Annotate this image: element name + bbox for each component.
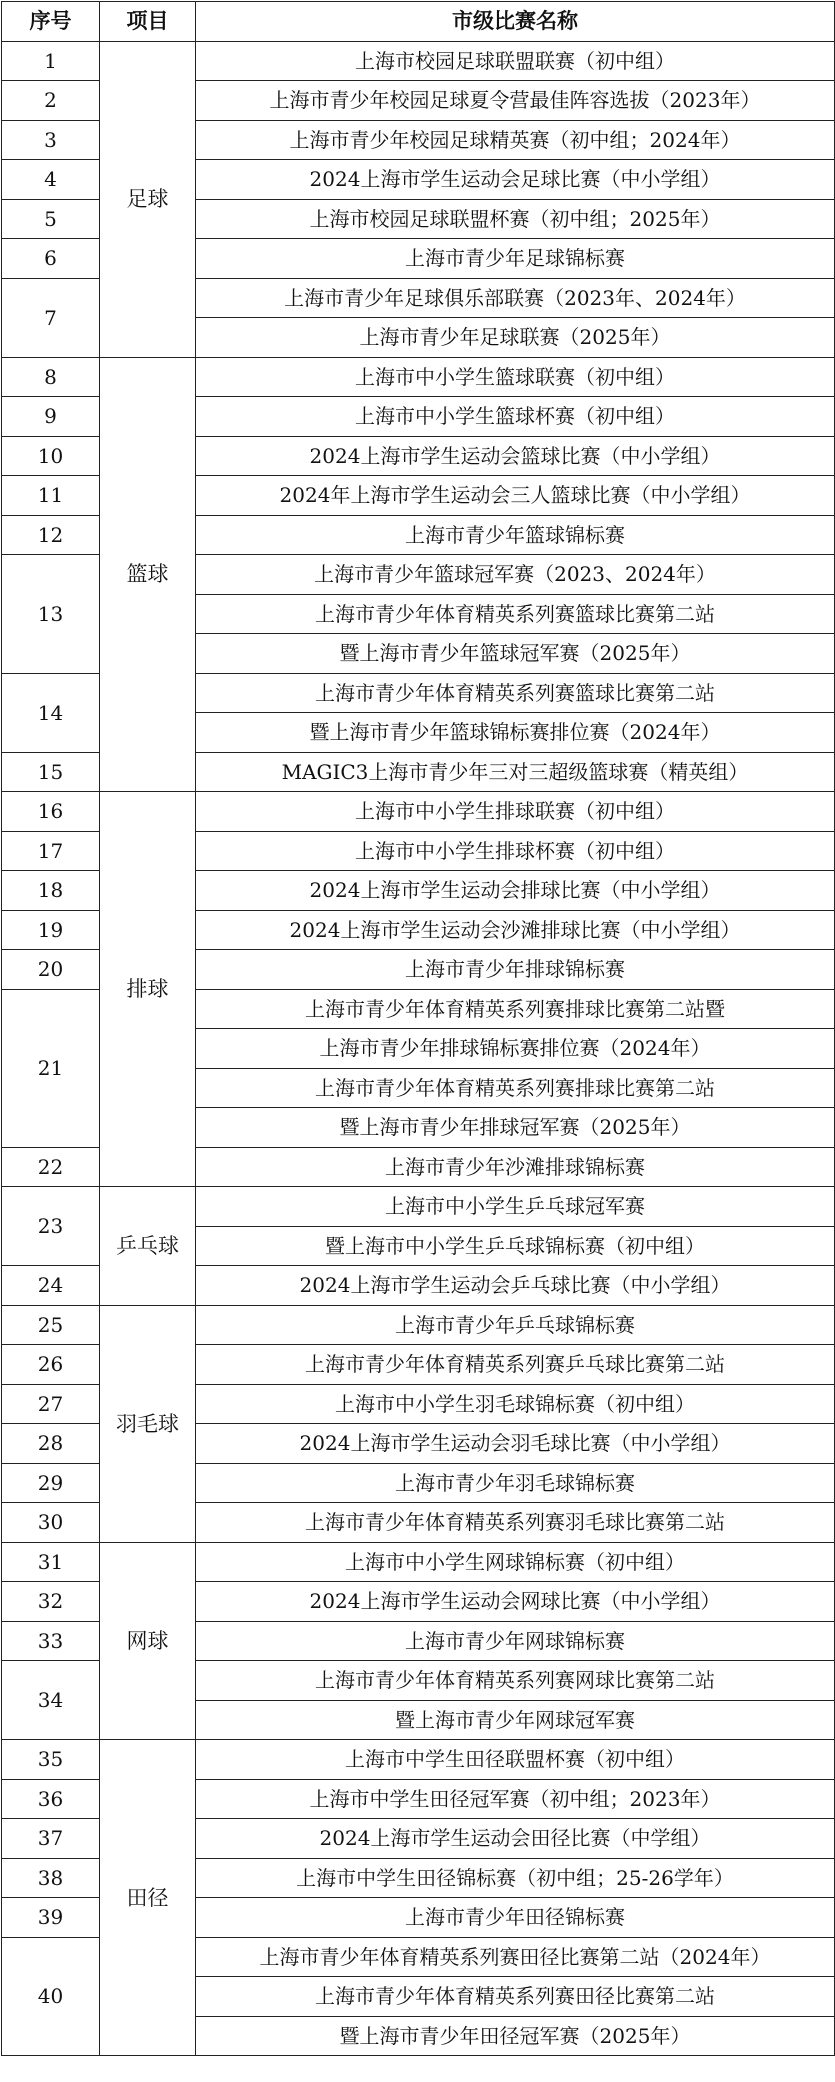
competition-name: 上海市青少年体育精英系列赛田径比赛第二站 bbox=[196, 1977, 835, 2017]
competition-name: 上海市中小学生排球联赛（初中组） bbox=[196, 792, 835, 832]
row-number: 37 bbox=[2, 1819, 100, 1859]
competition-name: 2024上海市学生运动会乒乓球比赛（中小学组） bbox=[196, 1266, 835, 1306]
competition-table bbox=[1, 1, 835, 2056]
row-number: 7 bbox=[2, 278, 100, 357]
competition-name: 上海市中小学生篮球杯赛（初中组） bbox=[196, 397, 835, 437]
header-number: 序号 bbox=[2, 2, 100, 42]
competition-name: 上海市校园足球联盟杯赛（初中组；2025年） bbox=[196, 199, 835, 239]
competition-name: 上海市青少年足球俱乐部联赛（2023年、2024年） bbox=[196, 278, 835, 318]
row-number: 36 bbox=[2, 1779, 100, 1819]
competition-name: 上海市青少年体育精英系列赛乒乓球比赛第二站 bbox=[196, 1345, 835, 1385]
competition-name: 暨上海市青少年篮球冠军赛（2025年） bbox=[196, 634, 835, 674]
competition-name: 上海市校园足球联盟联赛（初中组） bbox=[196, 41, 835, 81]
row-number: 18 bbox=[2, 871, 100, 911]
row-number: 30 bbox=[2, 1503, 100, 1543]
competition-name: 上海市中小学生乒乓球冠军赛 bbox=[196, 1187, 835, 1227]
row-number: 8 bbox=[2, 357, 100, 397]
competition-name: 上海市青少年田径锦标赛 bbox=[196, 1898, 835, 1938]
competition-name: 上海市青少年校园足球精英赛（初中组；2024年） bbox=[196, 120, 835, 160]
competition-name: 上海市青少年体育精英系列赛田径比赛第二站（2024年） bbox=[196, 1937, 835, 1977]
row-number: 31 bbox=[2, 1542, 100, 1582]
row-number: 6 bbox=[2, 239, 100, 279]
table-body bbox=[2, 41, 835, 2056]
table-row bbox=[2, 357, 835, 397]
table-row bbox=[2, 1305, 835, 1345]
competition-name: 上海市中小学生网球锦标赛（初中组） bbox=[196, 1542, 835, 1582]
row-number: 5 bbox=[2, 199, 100, 239]
header-row bbox=[2, 2, 835, 42]
category-cell: 乒乓球 bbox=[100, 1187, 196, 1306]
competition-name: 暨上海市中小学生乒乓球锦标赛（初中组） bbox=[196, 1226, 835, 1266]
row-number: 15 bbox=[2, 752, 100, 792]
competition-name: 上海市中小学生羽毛球锦标赛（初中组） bbox=[196, 1384, 835, 1424]
competition-name: 2024上海市学生运动会篮球比赛（中小学组） bbox=[196, 436, 835, 476]
table-row bbox=[2, 1187, 835, 1227]
header-category: 项目 bbox=[100, 2, 196, 42]
row-number: 16 bbox=[2, 792, 100, 832]
row-number: 23 bbox=[2, 1187, 100, 1266]
row-number: 28 bbox=[2, 1424, 100, 1464]
row-number: 24 bbox=[2, 1266, 100, 1306]
row-number: 29 bbox=[2, 1463, 100, 1503]
competition-name: 暨上海市青少年田径冠军赛（2025年） bbox=[196, 2016, 835, 2056]
row-number: 10 bbox=[2, 436, 100, 476]
competition-name: 上海市青少年体育精英系列赛篮球比赛第二站 bbox=[196, 594, 835, 634]
category-cell: 篮球 bbox=[100, 357, 196, 792]
category-cell: 网球 bbox=[100, 1542, 196, 1740]
competition-name: 上海市青少年排球锦标赛排位赛（2024年） bbox=[196, 1029, 835, 1069]
row-number: 33 bbox=[2, 1621, 100, 1661]
category-cell: 羽毛球 bbox=[100, 1305, 196, 1542]
table-row bbox=[2, 41, 835, 81]
category-cell: 排球 bbox=[100, 792, 196, 1187]
competition-name: 上海市青少年体育精英系列赛排球比赛第二站暨 bbox=[196, 989, 835, 1029]
competition-name: MAGIC3上海市青少年三对三超级篮球赛（精英组） bbox=[196, 752, 835, 792]
competition-name: 上海市青少年体育精英系列赛羽毛球比赛第二站 bbox=[196, 1503, 835, 1543]
row-number: 17 bbox=[2, 831, 100, 871]
competition-name: 上海市青少年网球锦标赛 bbox=[196, 1621, 835, 1661]
table-row bbox=[2, 1542, 835, 1582]
competition-name: 上海市青少年体育精英系列赛篮球比赛第二站 bbox=[196, 673, 835, 713]
table-row bbox=[2, 792, 835, 832]
row-number: 40 bbox=[2, 1937, 100, 2056]
competition-name: 上海市青少年篮球冠军赛（2023、2024年） bbox=[196, 555, 835, 595]
competition-name: 上海市中小学生排球杯赛（初中组） bbox=[196, 831, 835, 871]
competition-name: 上海市青少年排球锦标赛 bbox=[196, 950, 835, 990]
competition-name: 上海市青少年校园足球夏令营最佳阵容选拔（2023年） bbox=[196, 81, 835, 121]
competition-name: 上海市青少年体育精英系列赛网球比赛第二站 bbox=[196, 1661, 835, 1701]
competition-name: 上海市青少年羽毛球锦标赛 bbox=[196, 1463, 835, 1503]
row-number: 3 bbox=[2, 120, 100, 160]
row-number: 9 bbox=[2, 397, 100, 437]
competition-name: 暨上海市青少年排球冠军赛（2025年） bbox=[196, 1108, 835, 1148]
row-number: 12 bbox=[2, 515, 100, 555]
row-number: 39 bbox=[2, 1898, 100, 1938]
competition-name: 上海市青少年足球联赛（2025年） bbox=[196, 318, 835, 358]
competition-name: 上海市中学生田径锦标赛（初中组；25-26学年） bbox=[196, 1858, 835, 1898]
row-number: 21 bbox=[2, 989, 100, 1147]
table-row bbox=[2, 1740, 835, 1780]
competition-name: 上海市中学生田径联盟杯赛（初中组） bbox=[196, 1740, 835, 1780]
competition-name: 2024上海市学生运动会排球比赛（中小学组） bbox=[196, 871, 835, 911]
competition-name: 2024上海市学生运动会羽毛球比赛（中小学组） bbox=[196, 1424, 835, 1464]
competition-name: 暨上海市青少年篮球锦标赛排位赛（2024年） bbox=[196, 713, 835, 753]
row-number: 38 bbox=[2, 1858, 100, 1898]
row-number: 2 bbox=[2, 81, 100, 121]
competition-name: 上海市中小学生篮球联赛（初中组） bbox=[196, 357, 835, 397]
row-number: 27 bbox=[2, 1384, 100, 1424]
row-number: 4 bbox=[2, 160, 100, 200]
competition-name: 2024年上海市学生运动会三人篮球比赛（中小学组） bbox=[196, 476, 835, 516]
competition-name: 上海市青少年篮球锦标赛 bbox=[196, 515, 835, 555]
competition-name: 2024上海市学生运动会田径比赛（中学组） bbox=[196, 1819, 835, 1859]
competition-name: 暨上海市青少年网球冠军赛 bbox=[196, 1700, 835, 1740]
row-number: 20 bbox=[2, 950, 100, 990]
header-competition-name: 市级比赛名称 bbox=[196, 2, 835, 42]
competition-name: 上海市青少年乒乓球锦标赛 bbox=[196, 1305, 835, 1345]
competition-name: 上海市青少年沙滩排球锦标赛 bbox=[196, 1147, 835, 1187]
row-number: 34 bbox=[2, 1661, 100, 1740]
competition-name: 上海市青少年足球锦标赛 bbox=[196, 239, 835, 279]
row-number: 25 bbox=[2, 1305, 100, 1345]
competition-name: 上海市青少年体育精英系列赛排球比赛第二站 bbox=[196, 1068, 835, 1108]
category-cell: 田径 bbox=[100, 1740, 196, 2056]
row-number: 13 bbox=[2, 555, 100, 674]
competition-name: 2024上海市学生运动会网球比赛（中小学组） bbox=[196, 1582, 835, 1622]
competition-name: 2024上海市学生运动会沙滩排球比赛（中小学组） bbox=[196, 910, 835, 950]
competition-name: 上海市中学生田径冠军赛（初中组；2023年） bbox=[196, 1779, 835, 1819]
row-number: 35 bbox=[2, 1740, 100, 1780]
competition-name: 2024上海市学生运动会足球比赛（中小学组） bbox=[196, 160, 835, 200]
category-cell: 足球 bbox=[100, 41, 196, 357]
row-number: 14 bbox=[2, 673, 100, 752]
row-number: 11 bbox=[2, 476, 100, 516]
row-number: 19 bbox=[2, 910, 100, 950]
row-number: 22 bbox=[2, 1147, 100, 1187]
row-number: 26 bbox=[2, 1345, 100, 1385]
row-number: 32 bbox=[2, 1582, 100, 1622]
row-number: 1 bbox=[2, 41, 100, 81]
